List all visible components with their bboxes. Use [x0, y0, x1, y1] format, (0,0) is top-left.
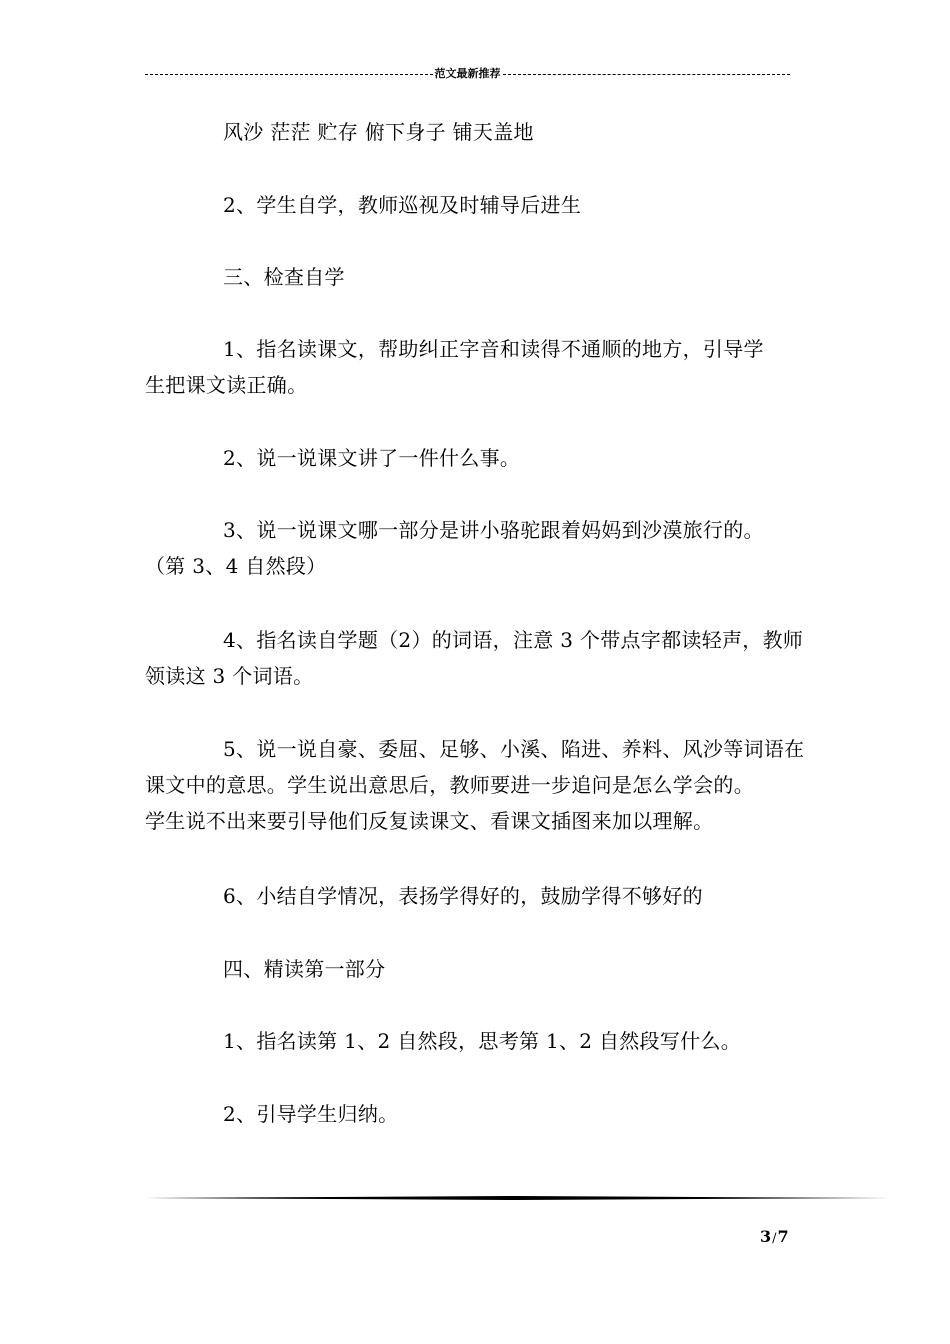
page-total: 7 — [777, 1227, 789, 1246]
paragraph-line: 课文中的意思。学生说出意思后，教师要进一步追问是怎么学会的。 — [145, 773, 754, 797]
paragraph-line: 学生说不出来要引导他们反复读课文、看课文插图来加以理解。 — [145, 809, 714, 833]
paragraph — [145, 731, 810, 839]
section-heading — [145, 259, 810, 295]
paragraph-line: 1、指名读课文，帮助纠正字音和读得不通顺的地方，引导学 — [223, 337, 764, 361]
paragraph-line: 4、指名读自学题（2）的词语，注意 3 个带点字都读轻声，教师 — [223, 628, 804, 652]
section-heading — [145, 951, 810, 987]
paragraph-line: 三、检查自学 — [223, 265, 345, 289]
page-number — [760, 1227, 820, 1246]
paragraph-line: 领读这 3 个词语。 — [145, 664, 314, 688]
paragraph-line: （第 3、4 自然段） — [145, 554, 327, 578]
paragraph — [145, 512, 810, 584]
paragraph-line: 2、学生自学，教师巡视及时辅导后进生 — [223, 193, 582, 217]
paragraph — [145, 187, 810, 223]
page-separator: / — [772, 1231, 777, 1246]
paragraph — [145, 440, 810, 476]
paragraph — [145, 878, 810, 914]
header-dash-right — [503, 74, 791, 75]
paragraph-line: 5、说一说自豪、委屈、足够、小溪、陷进、养料、风沙等词语在 — [223, 737, 805, 761]
paragraph — [145, 331, 810, 403]
header-title: 范文最新推荐 — [434, 67, 501, 80]
paragraph — [145, 1023, 810, 1059]
paragraph-line: 2、说一说课文讲了一件什么事。 — [223, 446, 521, 470]
paragraph-line: 四、精读第一部分 — [223, 957, 386, 981]
footer-rule — [145, 1196, 890, 1200]
paragraph — [145, 114, 810, 150]
header-dash-left — [145, 74, 433, 75]
paragraph — [145, 1096, 810, 1132]
paragraph-line: 6、小结自学情况，表扬学得好的，鼓励学得不够好的 — [223, 884, 703, 908]
paragraph-line: 3、说一说课文哪一部分是讲小骆驼跟着妈妈到沙漠旅行的。 — [223, 518, 764, 542]
paragraph-line: 风沙 茫茫 贮存 俯下身子 铺天盖地 — [223, 120, 534, 144]
paragraph-line: 2、引导学生归纳。 — [223, 1102, 399, 1126]
paragraph — [145, 622, 810, 694]
page-header — [145, 66, 790, 82]
paragraph-line: 1、指名读第 1、2 自然段，思考第 1、2 自然段写什么。 — [223, 1029, 742, 1053]
page-current: 3 — [760, 1227, 772, 1246]
paragraph-line: 生把课文读正确。 — [145, 373, 308, 397]
